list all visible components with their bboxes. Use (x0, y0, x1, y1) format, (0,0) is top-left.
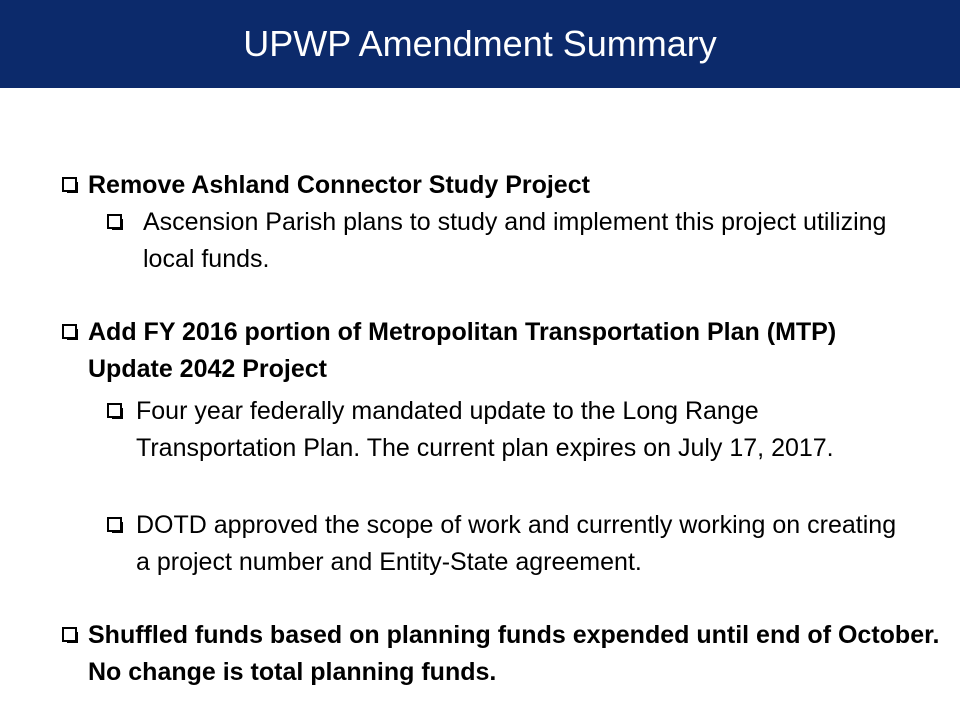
bullet-item (62, 167, 882, 204)
checkbox-square-icon (107, 517, 122, 532)
sub-bullet-item (107, 204, 917, 278)
bullet-item (62, 314, 862, 388)
checkbox-square-icon (107, 214, 122, 229)
checkbox-square-icon (62, 627, 77, 642)
checkbox-square-icon (107, 403, 122, 418)
sub-bullet-item (107, 507, 907, 581)
bullet-text: Remove Ashland Connector Study Project (88, 171, 590, 199)
slide-title: UPWP Amendment Summary (243, 23, 717, 64)
bullet-text: Add FY 2016 portion of Metropolitan Transportation Plan (MTP) Update 2042 Project (88, 318, 837, 383)
sub-bullet-text: DOTD approved the scope of work and currently working on creating a project number and Entity-State agreement. (136, 511, 897, 576)
sub-bullet-text: Four year federally mandated update to the Long Range Transportation Plan. The current plan expires on July 17, 2017. (136, 397, 834, 462)
sub-bullet-text: Ascension Parish plans to study and implement this project utilizing local funds. (143, 208, 887, 273)
bullet-item (62, 617, 942, 691)
sub-bullet-item (107, 393, 887, 467)
checkbox-square-icon (62, 324, 77, 339)
checkbox-square-icon (62, 177, 77, 192)
bullet-text: Shuffled funds based on planning funds expended until end of October. No change is total planning funds. (88, 621, 940, 686)
